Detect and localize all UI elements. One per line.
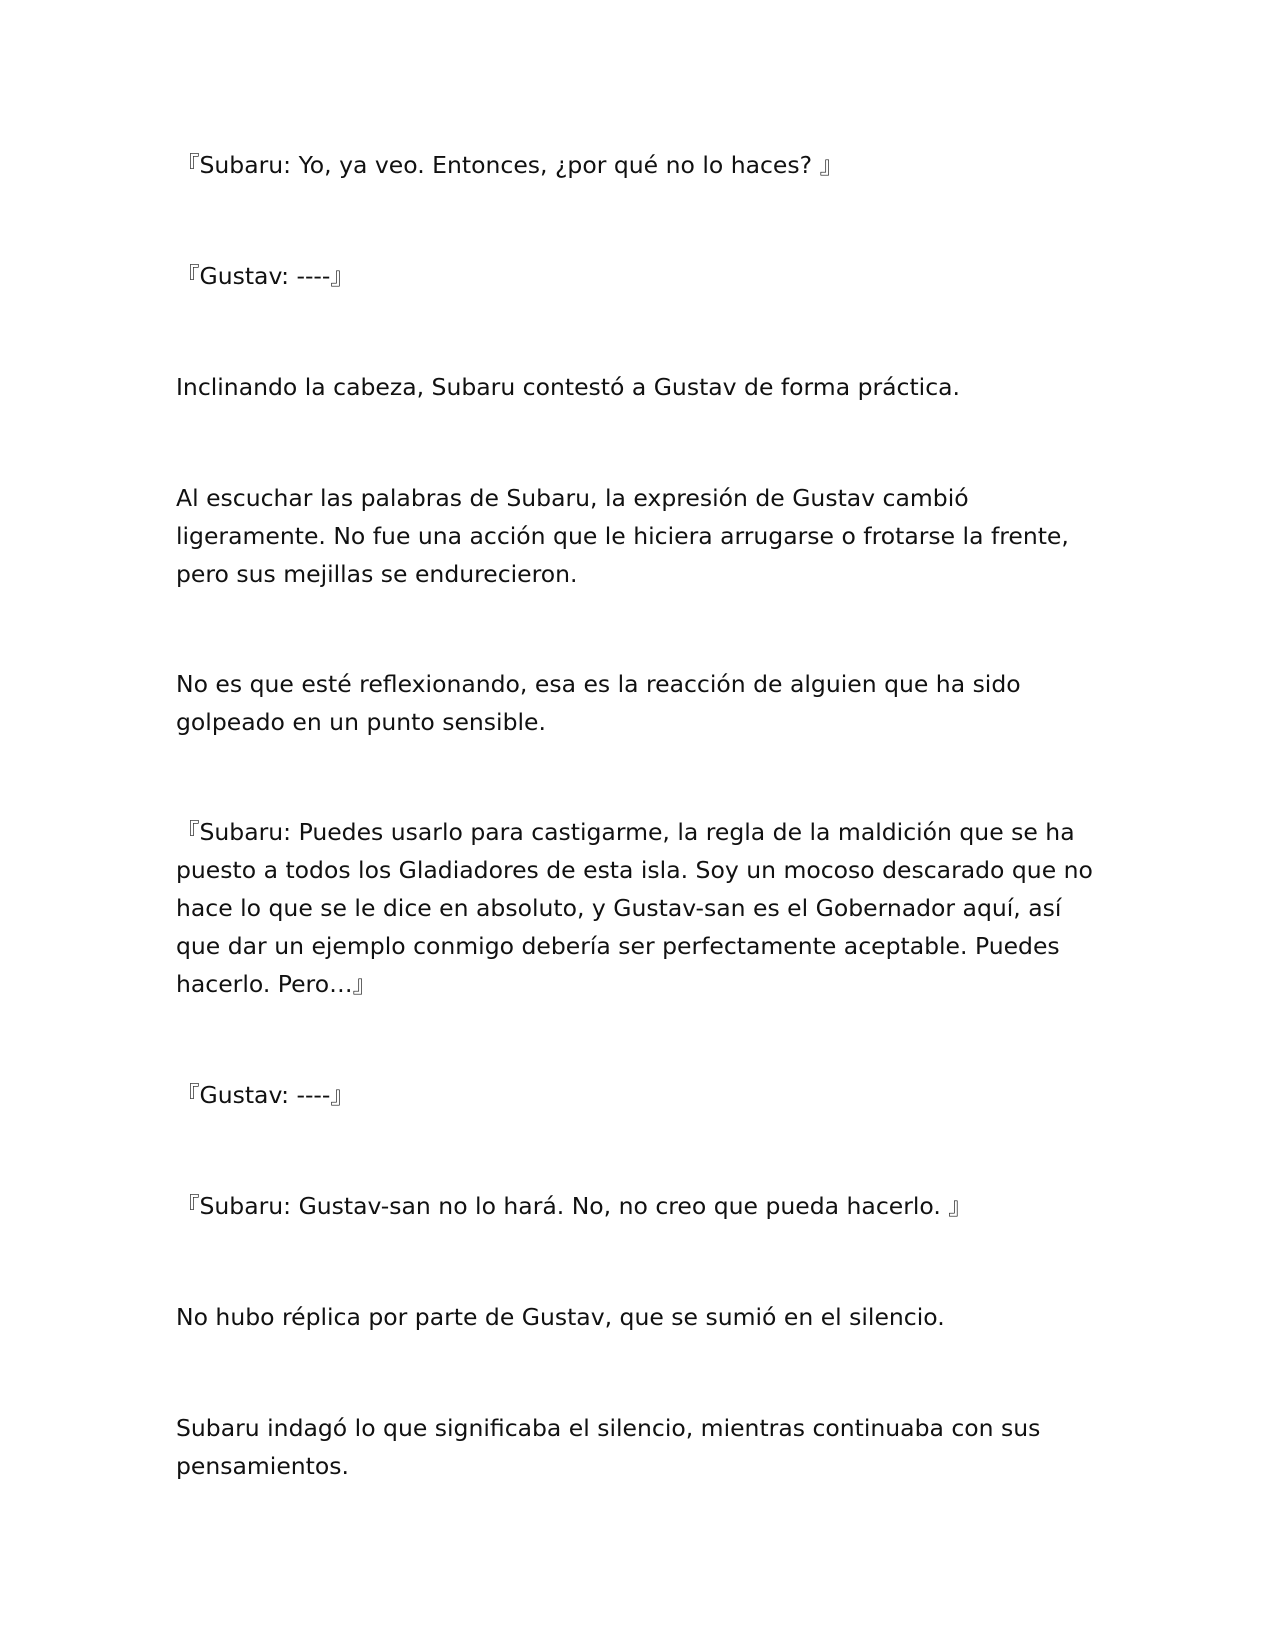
dialogue-gustav-1: 『Gustav: ----』 bbox=[176, 262, 354, 290]
dialogue-subaru-1: 『Subaru: Yo, ya veo. Entonces, ¿por qué no lo haces? 』 bbox=[176, 151, 844, 179]
narration-paragraph-3: No es que esté reflexionando, esa es la reacción de alguien que ha sido golpeado en un punto sensible. bbox=[176, 670, 1021, 736]
dialogue-subaru-3: 『Subaru: Gustav-san no lo hará. No, no creo que pueda hacerlo. 』 bbox=[176, 1192, 972, 1220]
dialogue-gustav-2: 『Gustav: ----』 bbox=[176, 1081, 354, 1109]
narration-paragraph-4: No hubo réplica por parte de Gustav, que se sumió en el silencio. bbox=[176, 1303, 945, 1331]
narration-paragraph-5: Subaru indagó lo que significaba el silencio, mientras continuaba con sus pensamientos. bbox=[176, 1414, 1041, 1480]
dialogue-subaru-2: 『Subaru: Puedes usarlo para castigarme, la regla de la maldición que se ha puesto a todos los Gladiadores de esta isla. Soy un mocoso descarado que no hace lo que se le dice en absoluto, y Gustav-san es el Gobernador aquí, así que dar un ejemplo conmigo debería ser perfectamente aceptable. Puedes hacerlo. Pero…』 bbox=[176, 818, 1093, 998]
narration-paragraph-2: Al escuchar las palabras de Subaru, la expresión de Gustav cambió ligeramente. No fue una acción que le hiciera arrugarse o frotarse la frente, pero sus mejillas se endurecieron. bbox=[176, 484, 1069, 588]
narration-paragraph-1: Inclinando la cabeza, Subaru contestó a Gustav de forma práctica. bbox=[176, 373, 961, 401]
